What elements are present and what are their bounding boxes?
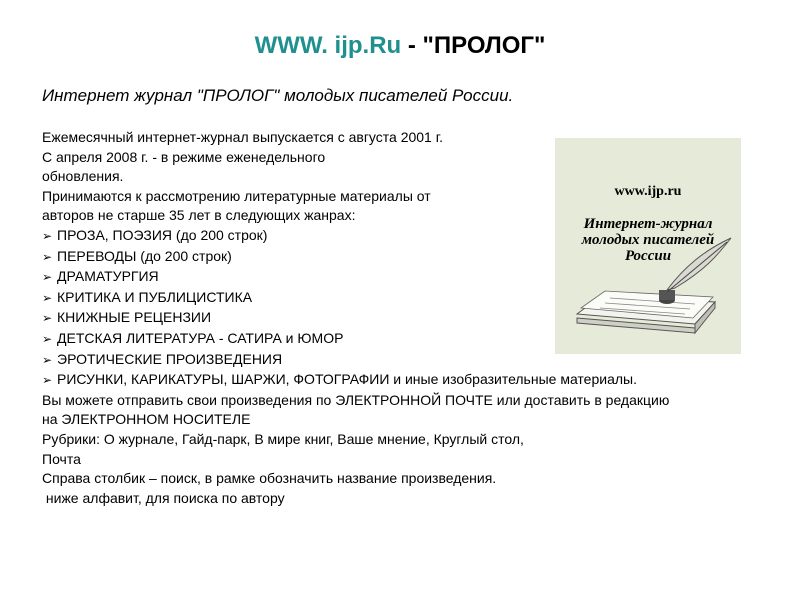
title-brand: WWW. ijp.Ru xyxy=(254,32,402,59)
genre-label: ДЕТСКАЯ ЛИТЕРАТУРА - САТИРА и ЮМОР xyxy=(57,329,344,346)
title-rest: - "ПРОЛОГ" xyxy=(401,32,546,59)
text-line: Принимаются к рассмотрению литературные материалы от xyxy=(42,187,431,204)
genre-list-item xyxy=(42,370,772,391)
arrow-bullet-icon: ➢ xyxy=(42,352,53,367)
quill-and-papers-icon xyxy=(555,138,741,354)
arrow-bullet-icon: ➢ xyxy=(42,331,53,346)
page-title xyxy=(0,32,800,60)
text-line: Рубрики: О журнале, Гайд-парк, В мире книг, Ваше мнение, Круглый стол, xyxy=(42,430,524,447)
text-line: С апреля 2008 г. - в режиме еженедельного xyxy=(42,148,326,165)
text-line: Ежемесячный интернет-журнал выпускается с августа 2001 г. xyxy=(42,129,444,145)
text-line: ниже алфавит, для поиска по автору xyxy=(42,489,285,506)
text-line: Почта xyxy=(42,450,81,467)
genre-label: ЭРОТИЧЕСКИЕ ПРОИЗВЕДЕНИЯ xyxy=(57,350,283,367)
text-paragraph: Вы можете отправить свои произведения по ЭЛЕКТРОННОЙ ПОЧТЕ или доставить в редакцию xyxy=(42,391,670,408)
genre-label: КНИЖНЫЕ РЕЦЕНЗИИ xyxy=(57,309,212,326)
text-line: обновления. xyxy=(42,168,124,185)
arrow-bullet-icon: ➢ xyxy=(42,228,53,243)
logo-caption-line: Интернет-журнал xyxy=(583,216,713,232)
arrow-bullet-icon: ➢ xyxy=(42,373,53,388)
arrow-bullet-icon: ➢ xyxy=(42,290,53,305)
text-line: на ЭЛЕКТРОННОМ НОСИТЕЛЕ xyxy=(42,411,251,428)
arrow-bullet-icon: ➢ xyxy=(42,270,53,285)
text-line: авторов не старше 35 лет в следующих жанрах: xyxy=(42,207,356,224)
subtitle: Интернет журнал "ПРОЛОГ" молодых писателей России. xyxy=(42,86,514,105)
arrow-bullet-icon: ➢ xyxy=(42,311,53,326)
genre-label: ДРАМАТУРГИЯ xyxy=(57,268,159,285)
arrow-bullet-icon: ➢ xyxy=(42,249,53,264)
logo-caption-line: России xyxy=(624,248,672,264)
genre-label: ПРОЗА, ПОЭЗИЯ (до 200 строк) xyxy=(57,226,268,243)
logo-caption-line: молодых писателей xyxy=(581,232,715,248)
genre-label: РИСУНКИ, КАРИКАТУРЫ, ШАРЖИ, ФОТОГРАФИИ и иные изобразительные материалы. xyxy=(57,371,637,388)
genre-label: ПЕРЕВОДЫ (до 200 строк) xyxy=(57,247,232,264)
genre-label: КРИТИКА И ПУБЛИЦИСТИКА xyxy=(57,288,253,305)
journal-logo xyxy=(555,138,741,354)
logo-url: www.ijp.ru xyxy=(614,184,682,199)
text-line: Справа столбик – поиск, в рамке обозначить название произведения. xyxy=(42,470,497,487)
